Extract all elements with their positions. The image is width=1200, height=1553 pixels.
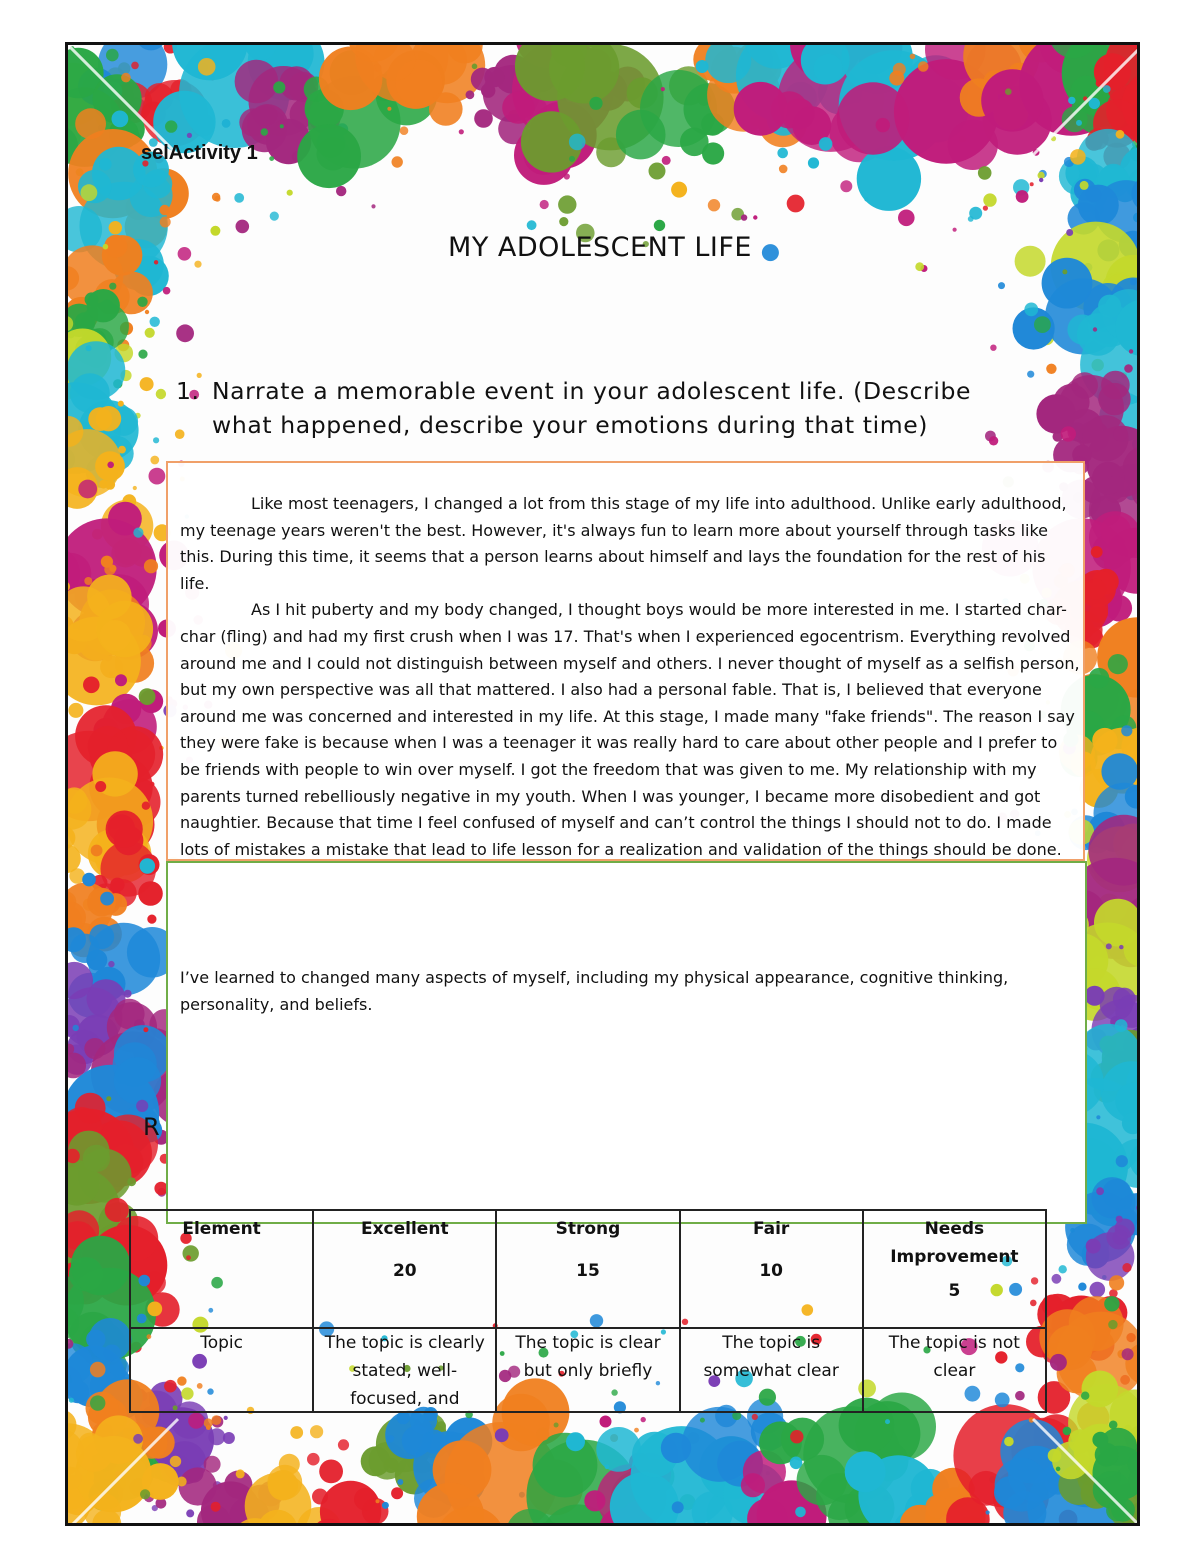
rubric-cell: The topic is not clear	[863, 1328, 1046, 1412]
rubric-row-topic	[130, 1328, 1046, 1412]
question-number: 1.	[176, 377, 200, 405]
rubric-cell: The topic is clear but only briefly	[496, 1328, 679, 1412]
rubric-header-excellent: Excellent 20	[313, 1210, 496, 1328]
rubric-header-row	[130, 1210, 1046, 1328]
rubric-header-element: Element	[130, 1210, 313, 1328]
rubric-cell: The topic is somewhat clear	[680, 1328, 863, 1412]
question-line-1: Narrate a memorable event in your adolescent life. (Describe	[212, 377, 972, 405]
rubric-header-strong: Strong 15	[496, 1210, 679, 1328]
essay-paragraph-2: As I hit puberty and my body changed, I thought boys would be more interested in me. I started char-char (fling) and had my first crush when I was 17. That's when I experienced egocentrism. Everything revolved around me and I could not distinguish between myself and others. I never thought of myself as a selfish person, but my own perspective was all that mattered. I also had a personal fable. That is, I believed that everyone around me was concerned and interested in my life. At this stage, I made many "fake friends". The reason I say they were fake is because when I was a teenager it was really hard to care about other people and I prefer to be friends with people to win over myself. I got the freedom that was given to me. My relationship with my parents turned rebelliously negative in my youth. When I was younger, I became more disobedient and got naughtier. Because that time I feel confused of myself and can’t control the things I should not to do. I made lots of mistakes a mistake that lead to life lesson for a realization and validation of the things should be done.	[180, 600, 1080, 859]
rubric-header-fair: Fair 10	[680, 1210, 863, 1328]
rubric-table	[129, 1209, 1047, 1413]
essay-answer	[180, 491, 1080, 1019]
page-title: MY ADOLESCENT LIFE	[448, 232, 752, 263]
essay-paragraph-1: Like most teenagers, I changed a lot from this stage of my life into adulthood. Unlike early adulthood, my teenage years weren't the best. However, it's always fun to learn more about yourself through tasks like this. During this time, it seems that a person learns about himself and lays the foundation for the rest of his life.	[180, 494, 1067, 593]
rubric-cell: The topic is clearly stated, well-focused, and	[313, 1328, 496, 1412]
question-prompt	[176, 374, 1076, 442]
essay-paragraph-3: I’ve learned to changed many aspects of myself, including my physical appearance, cognitive thinking, personality, and beliefs.	[180, 968, 1009, 1014]
rubric-header-needs-improvement: Needs Improvement 5	[863, 1210, 1046, 1328]
activity-label: selActivity 1	[141, 142, 258, 164]
rubric-heading-fragment: R	[143, 1113, 160, 1141]
question-line-2: what happened, describe your emotions during that time)	[212, 411, 929, 439]
rubric-cell: Topic	[130, 1328, 313, 1412]
